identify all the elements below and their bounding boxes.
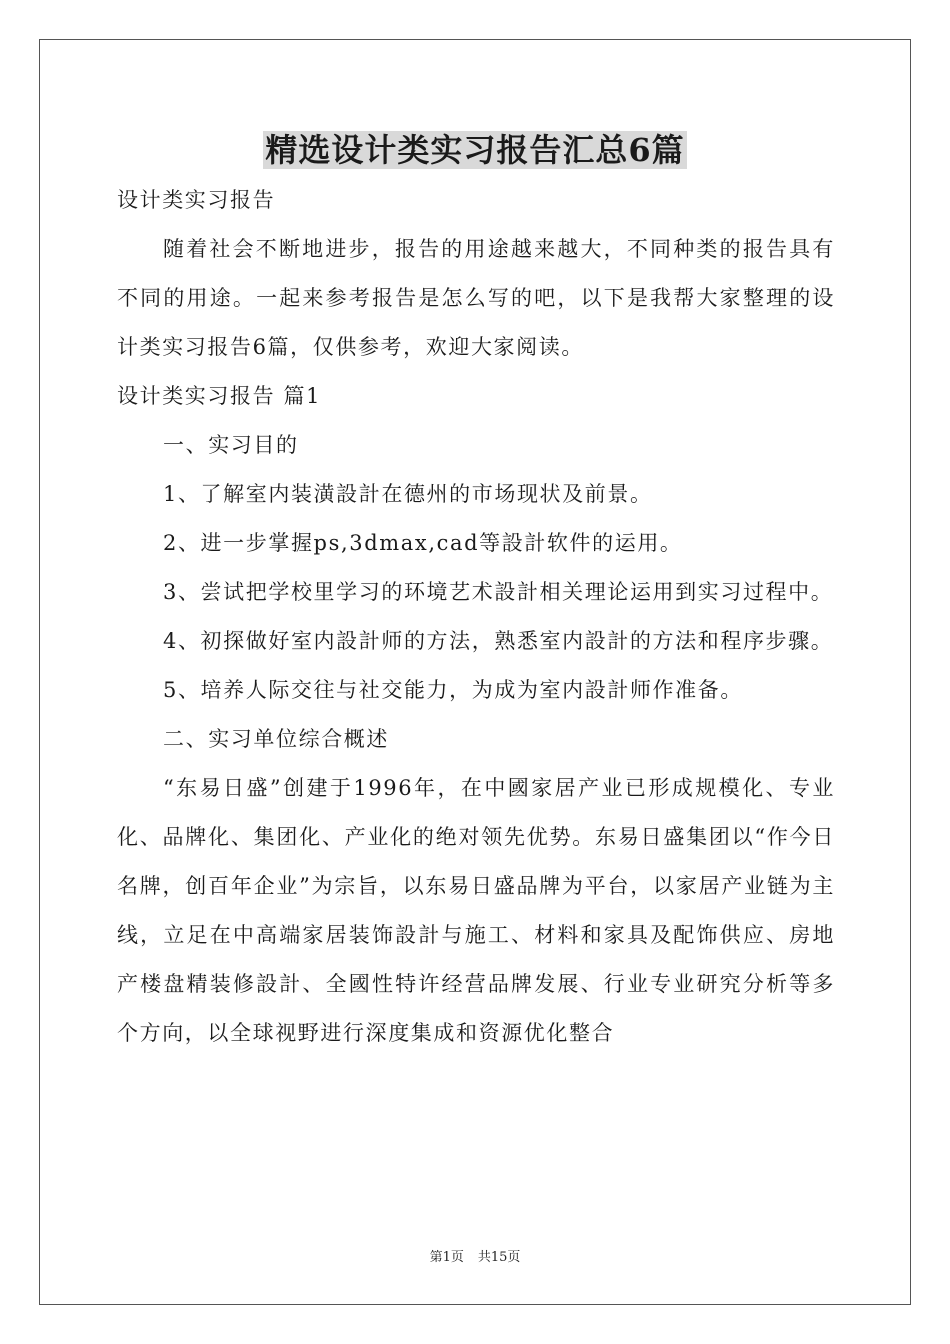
page-total: 共15页 (477, 1250, 521, 1265)
document-title (0, 128, 950, 172)
paragraph-item-4: 4、初探做好室内設計师的方法，熟悉室内設計的方法和程序步骤。 (163, 629, 834, 653)
paragraph-heading-purpose: 一、实习目的 (163, 433, 299, 457)
paragraph-item-5: 5、培养人际交往与社交能力，为成为室内設計师作准备。 (163, 678, 743, 702)
paragraph-chapter-heading: 设计类实习报告 篇1 (117, 384, 322, 408)
paragraph-item-2: 2、进一步掌握ps,3dmax,cad等設計软件的运用。 (163, 531, 683, 555)
paragraph-item-1: 1、了解室内装潢設計在德州的市场现状及前景。 (163, 482, 653, 506)
paragraph-item-3: 3、尝试把学校里学习的环境艺术設計相关理论运用到实习过程中。 (163, 580, 834, 604)
paragraph-section-label: 设计类实习报告 (117, 188, 276, 212)
paragraph-intro: 随着社会不断地进步，报告的用途越来越大，不同种类的报告具有不同的用途。一起来参考报告是怎么写的吧，以下是我帮大家整理的设计类实习报告6篇，仅供参考，欢迎大家阅读。 (117, 237, 835, 359)
document-title-text: 精选设计类实习报告汇总6篇 (265, 131, 685, 169)
document-body (117, 176, 835, 1058)
paragraph-company-overview: “东易日盛”创建于1996年，在中國家居产业已形成规模化、专业化、品牌化、集团化、产业化的绝对领先优势。东易日盛集团以“作今日名牌，创百年企业”为宗旨，以东易日盛品牌为平台，以家居产业链为主线，立足在中高端家居装饰設計与施工、材料和家具及配饰供应、房地产楼盘精装修設計、全國性特许经营品牌发展、行业专业研究分析等多个方向，以全球视野进行深度集成和资源优化整合 (117, 776, 835, 1045)
page-footer (0, 1249, 950, 1267)
page-number: 第1页 (429, 1250, 464, 1265)
paragraph-heading-overview: 二、实习单位综合概述 (163, 727, 389, 751)
